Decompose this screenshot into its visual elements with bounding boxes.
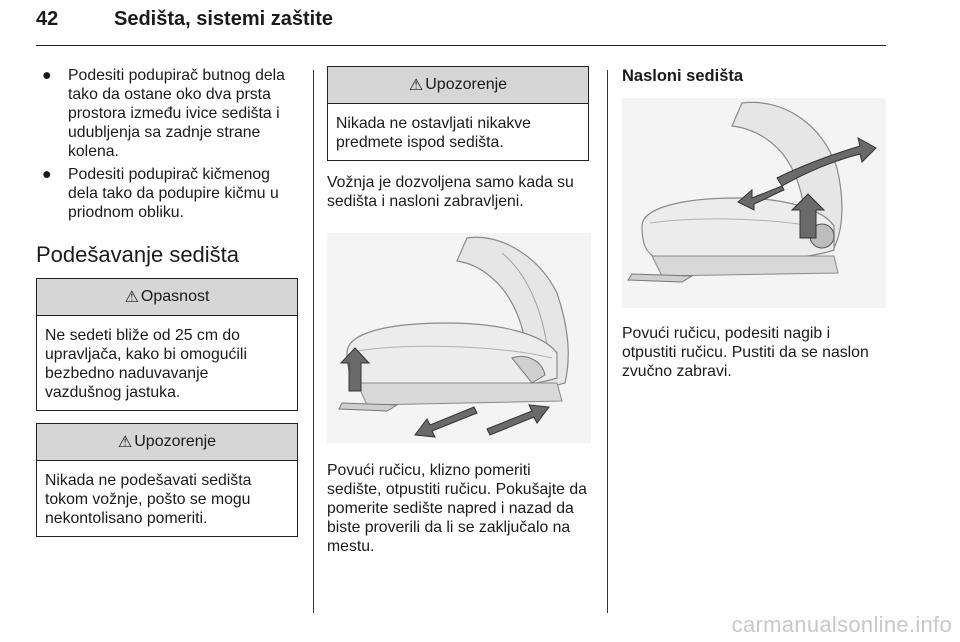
seatback-recline-illustration-svg [622,98,886,308]
column-1 [36,66,298,549]
warning-box [36,423,298,537]
watermark: carmanualsonline.info [731,612,952,637]
danger-box-title: Opasnost [140,288,210,305]
section-heading: Podešavanje sedišta [36,242,240,267]
warning-box-header [328,67,588,104]
figure-caption: Povući ručicu, klizno pomeriti sedište, otpustiti ručicu. Pokušajte da pomerite sedište napred i nazad da biste proverili da li se zaključalo na mestu. [327,462,587,555]
column-2 [327,66,589,556]
intro-text: Vožnja je dozvoljena samo kada su sedišta i nasloni zabravljeni. [327,174,574,210]
warning-box-text: Nikada ne podešavati sedišta tokom vožnje, pošto se mogu nekontolisano pomeriti. [45,472,252,527]
header-divider [36,45,886,46]
seatback-recline-illustration [622,98,884,308]
warning-box-text: Nikada ne ostavljati nikakve predmete ispod sedišta. [336,115,531,151]
warning-box-title: Upozorenje [134,433,217,450]
column-3 [622,66,884,381]
chapter-title: Sedišta, sistemi zaštite [114,8,333,30]
warning-triangle-icon: ⚠ [124,289,139,306]
seat-slide-illustration-svg [327,233,591,443]
figure-caption: Povući ručicu, podesiti nagib i otpustiti ručicu. Pustiti da se naslon zvučno zabravi. [622,325,869,380]
warning-triangle-icon: ⚠ [408,77,424,94]
danger-box-text: Ne sedeti bliže od 25 cm do upravljača, kako bi omogućili bezbedno naduvavanje vazdušnog jastuka. [45,327,247,401]
warning-box [327,66,589,161]
bullet-icon: ● [42,166,52,183]
page-number: 42 [36,8,59,30]
sub-heading: Nasloni sedišta [622,67,744,85]
warning-box-title: Upozorenje [425,76,508,93]
column-divider-1 [313,70,314,613]
seat-slide-illustration [327,233,589,443]
warning-triangle-icon: ⚠ [117,434,133,451]
list-item: ● Podesiti podupirač butnog dela tako da ostane oko dva prsta prostora između ivice sedišta i udubljenja sa zadnje strane kolena. [42,67,285,160]
bullet-list [36,66,298,222]
warning-box-header [37,424,297,461]
danger-box [36,278,298,411]
danger-box-header [37,279,297,316]
bullet-icon: ● [42,67,52,84]
column-divider-2 [607,70,608,613]
list-item: ● Podesiti podupirač kičmenog dela tako da podupire kičmu u priodnom obliku. [42,166,279,221]
